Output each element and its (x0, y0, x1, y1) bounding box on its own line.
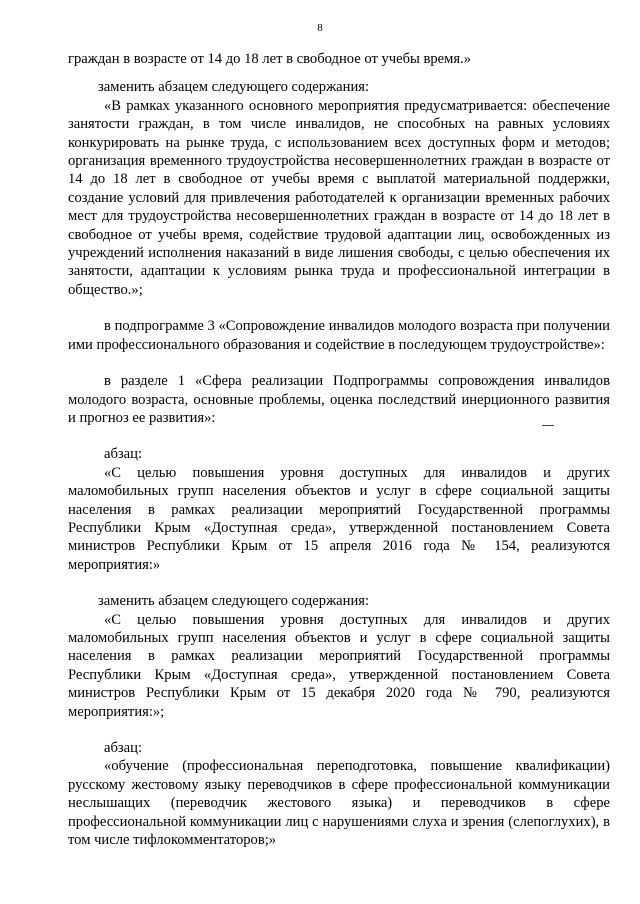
paragraph-2: заменить абзацем следующего содержания: (98, 79, 370, 96)
paragraph-4: в подпрограмме 3 «Сопровождение инвалидов молодого возраста при получении ими профессионального образования и содействие в последующем трудоустройстве»: (68, 318, 610, 353)
scan-mark (542, 425, 554, 426)
page-number: 8 (317, 22, 323, 34)
paragraph-1: граждан в возрасте от 14 до 18 лет в свободное от учебы время.» (68, 51, 472, 67)
paragraph-11: «обучение (профессиональная переподготовка, повышение квалификации) русскому жестовому языку переводчиков в сфере профессиональной коммуникации неслышащих (переводчик жестового языка) и переводчиков в сфере профессиональной коммуникации лиц с нарушениями слуха и зрения (слепоглухих), в том числе тифлокомментаторов;» (68, 758, 610, 849)
paragraph-3: «В рамках указанного основного мероприятия предусматривается: обеспечение занятости граждан, в том числе инвалидов, не способных на равных условиях конкурировать на рынке труда, с использованием всех доступных форм и методов; организация временного трудоустройства несовершеннолетних граждан в возрасте от 14 до 18 лет в свободное от учебы время с выплатой материальной поддержки, создание условий для привлечения работодателей к организации временных рабочих мест для трудоустройства несовершеннолетних граждан в возрасте от 14 до 18 лет в свободное от учебы время, содействие трудовой адаптации лиц, освобожденных из учреждений исполнения наказаний в виде лишения свободы, с целью обеспечения их занятости, адаптации к условиям рынка труда и профессиональной интеграции в общество.»; (68, 97, 610, 298)
document-body (68, 50, 610, 849)
paragraph-9: «С целью повышения уровня доступных для инвалидов и других маломобильных групп населения объектов и услуг в сфере социальной защиты населения в рамках реализации мероприятий Государственной программы Республики Крым «Доступная среда», утвержденной постановлением Совета министров Республики Крым от 15 декабря 2020 года № 790, реализуются мероприятия:»; (68, 611, 610, 720)
paragraph-7: «С целью повышения уровня доступных для инвалидов и других маломобильных групп населения объектов и услуг в сфере социальной защиты населения в рамках реализации мероприятий Государственной программы Республики Крым «Доступная среда», утвержденной постановлением Совета министров Республики Крым от 15 апреля 2016 года № 154, реализуются мероприятия:» (68, 464, 610, 573)
paragraph-5: в разделе 1 «Сфера реализации Подпрограммы сопровождения инвалидов молодого возраста, основные проблемы, оценка последствий инерционного развития и прогноз ее развития»: (68, 373, 610, 426)
paragraph-6: абзац: (104, 446, 143, 463)
paragraph-8: заменить абзацем следующего содержания: (98, 593, 370, 610)
paragraph-10: абзац: (104, 740, 143, 756)
